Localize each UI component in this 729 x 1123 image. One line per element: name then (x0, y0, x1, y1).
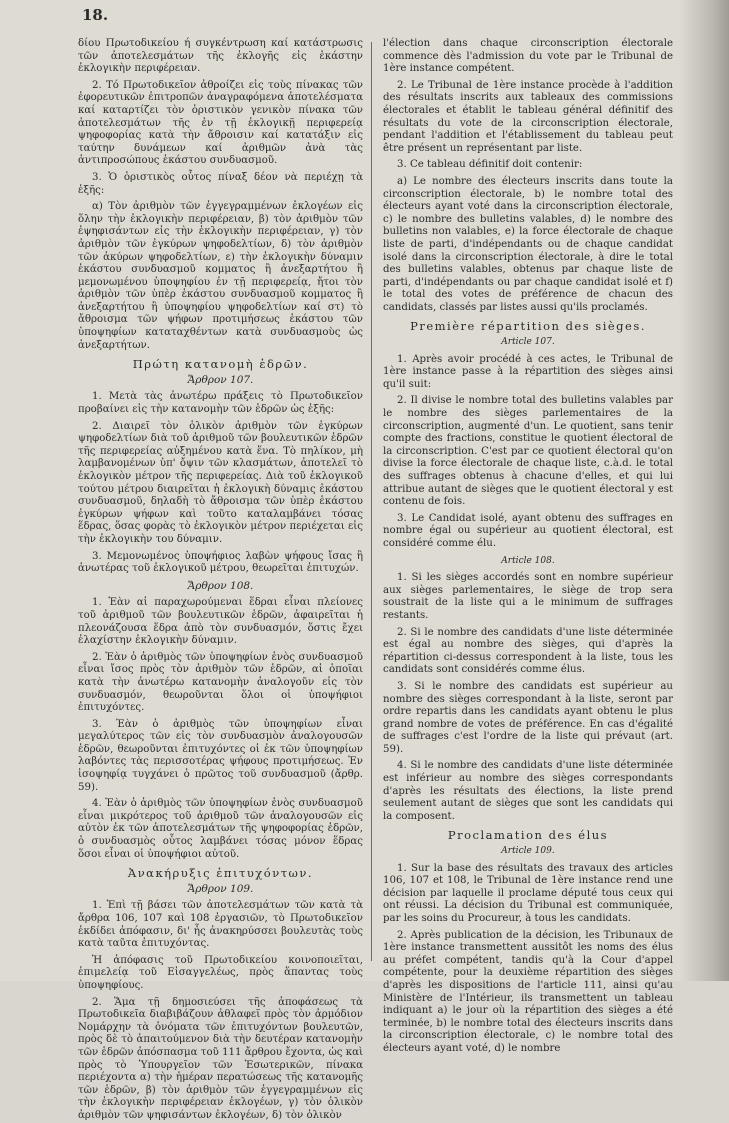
paragraph: 4. Si le nombre des candidats d'une liste déterminée est inférieur au nombre des sièges correspondants d'après les résultats des élections, la liste prend seulement autant de sièges que sont les candidats qui la composent. (383, 760, 673, 822)
paragraph: 3. Ce tableau définitif doit contenir: (397, 159, 583, 171)
paragraph: 1. Ἐπὶ τῇ βάσει τῶν ἀποτελεσμάτων τῶν κατὰ τὰ ἄρθρα 106, 107 καὶ 108 ἐργασιῶν, τὸ Πρωτοδικεῖον ἐκδίδει ἀπόφασιν, δι' ἧς ἀνακηρύσσει βουλευτὰς τοὺς κατὰ ταῦτα ἐπιτυχόντας. (78, 900, 363, 950)
paragraph: 2. Il divise le nombre total des bulletins valables par le nombre des sièges parlementaires de la circonscription, augmenté d'un. Le quotient, sans tenir compte des fractions, constitue le quotient électoral de la circonscription. C'est par ce quotient électoral qu'on divise la force électorale de chaque liste, c.à.d. le total des suffrages obtenus à chacune d'elles, et qui lui attribue autant de sièges que le quotient électoral y est contenu de fois. (383, 395, 673, 508)
page-number: 18. (82, 6, 109, 24)
article-heading: Ἄρθρον 108. (187, 579, 254, 592)
greek-column (78, 38, 363, 1121)
page-edge-shadow (679, 0, 729, 981)
paragraph: 2. Le Tribunal de 1ère instance procède à l'addition des résultats inscrits aux tableaux des commissions électorales et établit le tableau général définitif des résultats du vote de la circonscription électorale, pendant l'addition et l'établissement du tableau peut être présent un représentant par liste. (383, 79, 673, 154)
paragraph: 3. Si le nombre des candidats est supérieur au nombre des sièges correspondant à la liste, seront par ordre repartis dans les candidats ayant obtenu le plus grand nombre de votes de préférence. En cas d'égalité de suffrages c'est l'ordre de la liste qui prévaut (art. 59). (383, 680, 673, 755)
paragraph: 1. Si les sièges accordés sont en nombre supérieur aux sièges parlementaires, le siège de trop sera soustrait de la liste qui a le minimum de suffrages restants. (383, 572, 673, 621)
paragraph: 2. Τό Πρωτοδικεῖον ἀθροίζει εἰς τοὺς πίνακας τῶν ἐφορευτικῶν ἐπιτροπῶν ἀναγραφόμενα ἀποτελέσματα καί καταρτίζει τὸν ὁριστικὸν γενικὸν πίνακα τῶν ἀποτελεσμάτων τῆς ἐν τῇ ἐκλογικῇ περιφερείᾳ ψηφοφορίας κατὰ τὴν ἄθροισιν καί κατατάξιν εἰς ταύτην δυνάμεων καί ἀριθμῶν ἀνὰ τὰς ἀντιπροσώπους ἑκάστου συνδυασμοῦ. (78, 79, 363, 167)
article-heading: Article 109. (501, 846, 555, 857)
paragraph: 1. Sur la base des résultats des travaux des articles 106, 107 et 108, le Tribunal de 1ère instance rend une décision par laquelle il proclame député tous ceux qui ont réussi. La décision du Tribunal est communiquée, par les soins du Procureur, à tous les candidats. (383, 862, 673, 924)
article-heading: Article 108. (501, 555, 555, 566)
column-divider (371, 42, 372, 961)
section-heading: Ἀνακήρυξις ἐπιτυχόντων. (127, 866, 314, 881)
paragraph: 2. Ἐὰν ὁ ἀριθμὸς τῶν ὑποψηφίων ἑνὸς συνδυασμοῦ εἶναι ἴσος πρὸς τὸν ἀριθμὸν τῶν ἑδρῶν, αἱ ὁποῖαι κατὰ τὴν ἀνωτέρω κατανομὴν ἀναλογοῦν εἰς τὸν συνδυασμόν, θεωροῦνται ὅλοι οἱ ὑποψήφιοι ἐπιτυχόντες. (78, 651, 363, 714)
paragraph: 2. Si le nombre des candidats d'une liste déterminée est égal au nombre des sièges, qui d'après la répartition ci-dessus correspondent à la liste, tous les candidats sont considérés comme élus. (383, 626, 673, 676)
paragraph: 2. Διαιρεῖ τὸν ὁλικὸν ἀριθμὸν τῶν ἐγκύρων ψηφοδελτίων διὰ τοῦ ἀριθμοῦ τῶν βουλευτικῶν ἑδρῶν τῆς περιφερείας αὐξημένου κατὰ ἕνα. Τὸ πηλίκον, μὴ λαμβανομένων ὑπ' ὄψιν τῶν κλασμάτων, ἀποτελεῖ τὸ ἐκλογικὸν μέτρον τῆς περιφερείας. Διὰ τοῦ ἐκλογικοῦ τούτου μέτρου διαιρεῖται ἡ ἐκλογικὴ δύναμις ἑκάστου συνδυασμοῦ, δηλαδὴ τὸ ἄθροισμα τῶν ὑπὲρ ἑκάστου ἐγκύρων ψήφων καὶ τοῦτο καταλαμβάνει τόσας ἕδρας, ὅσας φορὰς τὸ ἐκλογικὸν μέτρον περιέχεται εἰς τὴν ἐκλογικὴν του δύναμιν. (78, 420, 363, 545)
paragraph: 3. Ἐὰν ὁ ἀριθμὸς τῶν ὑποψηφίων εἶναι μεγαλύτερος τῶν εἰς τὸν συνδυασμὸν ἀναλογουσῶν ἑδρῶν, θεωροῦνται ἐπιτυχόντες οἱ ἐκ τῶν ὑποψηφίων λαβόντες τὰς περισσοτέρας ψήφους προτιμήσεως. Ἐν ἰσοψηφίᾳ τυγχάνει ὁ πρῶτος τοῦ συνδυασμοῦ (ἄρθρ. 59). (78, 718, 363, 793)
article-heading: Ἄρθρον 109. (187, 882, 254, 895)
article-heading: Ἄρθρον 107. (187, 373, 254, 386)
article-heading: Article 107. (501, 337, 555, 348)
paragraph: l'élection dans chaque circonscription électorale commence dès l'admission du vote par le Tribunal de 1ère instance compétent. (383, 38, 673, 75)
paragraph: Ἡ ἀπόφασις τοῦ Πρωτοδικείου κοινοποιεῖται, ἐπιμελείᾳ τοῦ Εἰσαγγελέως, πρὸς ἅπαντας τοὺς ὑποψηφίους. (78, 954, 363, 991)
paragraph: 3. Μεμονωμένος ὑποψήφιος λαβὼν ψήφους ἴσας ἢ ἀνωτέρας τοῦ ἐκλογικοῦ μέτρου, θεωρεῖται ἐπιτυχών. (78, 550, 363, 575)
paragraph: 1. Après avoir procédé à ces actes, le Tribunal de 1ère instance passe à la répartition des sièges ainsi qu'il suit: (383, 353, 673, 390)
section-heading: Première répartition des sièges. (410, 319, 646, 334)
paragraph: 2. Ἅμα τῇ δημοσιεύσει τῆς ἀποφάσεως τὰ Πρωτοδικεῖα διαβιβάζουν ἀθλαφεῖ πρὸς τὸν ἀρμόδιον Νομάρχην τὰ ὀνόματα τῶν ἐπιτυχόντων βουλευτῶν, πρὸς δὲ τὸ ἀπαιτούμενον διὰ τὴν δευτέραν κατανομὴν τῶν ἑδρῶν ἀπόσπασμα τοῦ 111 ἄρθρου ἔχοντα, ὡς καὶ πρὸς τὸ Ὑπουργεῖον τῶν Ἐσωτερικῶν, πίνακα περιέχοντα α) τὴν ἡμέραν περατώσεως τῆς κατανομῆς τῶν ἑδρῶν, β) τὸν ἀριθμὸν τῶν ἐγγεγραμμένων εἰς τὴν ἐκλογικὴν περιφέρειαν ἐκλογέων, γ) τὸν ὁλικὸν ἀριθμὸν τῶν ψηφισάντων ἐκλογέων, δ) τὸν ὁλικὸν (78, 996, 363, 1121)
paragraph: 1. Μετὰ τὰς ἀνωτέρω πράξεις τὸ Πρωτοδικεῖον προβαίνει εἰς τὴν κατανομὴν τῶν ἑδρῶν ὡς ἑξῆς: (78, 391, 363, 416)
paragraph: 3. Ὁ ὁριστικὸς οὗτος πίναξ δέον νὰ περιέχῃ τὰ ἑξῆς: (78, 171, 363, 196)
section-heading: Proclamation des élus (447, 828, 609, 843)
french-column (383, 38, 673, 1054)
paragraph: δίου Πρωτοδικείου ή συγκέντρωση καί κατάστρωσις τῶν ἀποτελεσμάτων τῆς ἐκλογῆς εἰς ἑκάστην ἐκλογικὴν περιφέρειαν. (78, 38, 363, 75)
paragraph: 1. Ἐὰν αἱ παραχωρούμεναι ἕδραι εἶναι πλείονες τοῦ ἀριθμοῦ τῶν βουλευτικῶν ἑδρῶν, ἀφαιρεῖται ἡ πλεονάζουσα ἕδρα ἀπὸ τὸν συνδυασμόν, ὅστις ἔχει ἐλαχίστην ἐκλογικὴν δύναμιν. (78, 597, 363, 647)
paragraph: 4. Ἐὰν ὁ ἀριθμὸς τῶν ὑποψηφίων ἑνὸς συνδυασμοῦ εἶναι μικρότερος τοῦ ἀριθμοῦ τῶν ἀναλογουσῶν εἰς αὐτὸν ἐκ τῶν ἀποτελεσμάτων τῆς ψηφοφορίας ἑδρῶν, ὁ συνδυασμὸς οὗτος λαμβάνει τόσας μόνον ἕδρας ὅσοι εἶναι οἱ ὑποψήφιοι αὐτοῦ. (78, 798, 363, 860)
paragraph: 3. Le Candidat isolé, ayant obtenu des suffrages en nombre égal ou supérieur au quotient électoral, est considéré comme élu. (383, 512, 673, 549)
paragraph: 2. Après publication de la décision, les Tribunaux de 1ère instance transmettent aussitôt les noms des élus au préfet compétent, tandis qu'à la Cour d'appel compétente, pour la deuxième répartition des sièges d'après les dispositions de l'article 111, ainsi qu'au Ministère de l'Intérieur, ils transmettent un tableau indiquant a) le jour où la répartition des sièges a été terminée, b) le nombre total des électeurs inscrits dans la circonscription électorale, c) le nombre total des électeurs ayant voté, d) le nombre (383, 929, 673, 1054)
paragraph: a) Le nombre des électeurs inscrits dans toute la circonscription électorale, b) le nombre total des électeurs ayant voté dans la circonscription électorale, c) le nombre des bulletins valables, d) le nombre des bulletins non valables, e) la force électorale de chaque liste de parti, d'indépendants ou de chaque candidat isolé dans la circonscription électorale, à dire le total des bulletins valables, obtenus par chaque liste de parti, d'indépendants ou par chaque candidat isolé et f) le total des votes de préférence de chacun des candidats, classés par listes aussi qu'ils proclamés. (383, 175, 673, 313)
paragraph: α) Τὸν ἀριθμὸν τῶν ἐγγεγραμμένων ἐκλογέων εἰς ὅλην τὴν ἐκλογικὴν περιφέρειαν, β) τὸν ἀριθμὸν τῶν ἐψηφισάντων εἰς τὴν ἐκλογικὴν περιφέρειαν, γ) τὸν ἀριθμὸν τῶν ἐγκύρων ψηφοδελτίων, δ) τὸν ἀριθμὸν τῶν ἀκύρων ψηφοδελτίων, ε) τὴν ἐκλογικὴν δύναμιν ἑκάστου συνδυασμοῦ κομματος ἢ ἀνεξαρτήτου ἢ μεμονωμένου ὑποψηφίου ἐν τῇ περιφερείᾳ, ἤτοι τὸν ἀριθμὸν τῶν ὑπὲρ ἑκάστου συνδυασμοῦ κομματος ἢ ἀνεξαρτήτου ἢ ὑποψηφίου ψηφοδελτίων καί στ) τὸ ἄθροισμα τῶν ψήφων προτιμήσεως ἑκάστου τῶν ὑποψηφίων καταταχθέντων κατὰ συνδυασμοὺς ὡς ἀνεξαρτήτων. (78, 201, 363, 351)
section-heading: Πρώτη κατανομὴ ἑδρῶν. (132, 357, 309, 372)
